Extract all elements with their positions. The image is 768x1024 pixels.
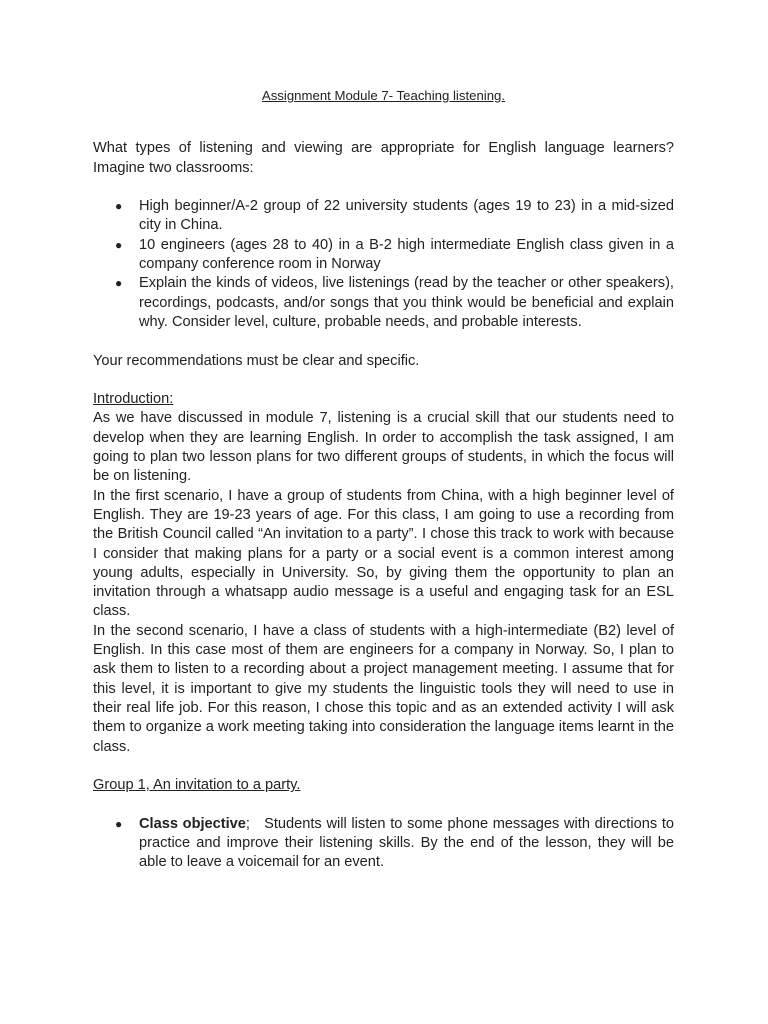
list-item-text: High beginner/A-2 group of 22 university students (ages 19 to 23) in a mid-sized city in China. xyxy=(139,198,674,234)
question-paragraph: What types of listening and viewing are appropriate for English language learners? Imagine two classrooms: xyxy=(93,140,674,176)
spacer xyxy=(93,371,674,390)
spacer xyxy=(93,757,674,776)
group1-heading: Group 1, An invitation to a party. xyxy=(93,777,301,794)
list-item xyxy=(93,274,674,332)
objective-label: Class objective xyxy=(139,815,246,832)
list-item xyxy=(93,815,674,873)
list-item-text: Explain the kinds of videos, live listenings (read by the teacher or other speakers), recordings, podcasts, and/or songs that you think would be beneficial and explain why. Consider level, culture, probable needs, and probable interests. xyxy=(139,275,674,330)
objective-text: Students will listen to some phone messages with directions to practice and improve their listening skills. By the end of the lesson, they will be able to leave a voicemail for an event. xyxy=(139,815,674,871)
spacer xyxy=(93,332,674,351)
document-title: Assignment Module 7- Teaching listening. xyxy=(261,88,506,103)
second-scenario-paragraph: In the second scenario, I have a class of students with a high-intermediate (B2) level of English. In this case most of them are engineers for a company in Norway. So, I plan to ask them to listen to a recording about a project management meeting. I assume that for this level, it is important to give my students the linguistic tools they will need to use in their real life job. For this reason, I chose this topic and as an extended activity I will ask them to organize a work meeting taking into consideration the language items learnt in the class. xyxy=(93,622,674,755)
bullet-icon: ● xyxy=(115,237,123,252)
bullet-icon: ● xyxy=(115,199,123,214)
objective-separator: ; xyxy=(245,815,250,832)
scenario-list xyxy=(93,197,674,332)
first-scenario-paragraph: In the first scenario, I have a group of students from China, with a high beginner level of English. They are 19-23 years of age. For this class, I am going to use a recording from the British Council called “An invitation to a party”. I chose this track to work with because I consider that making plans for a party or a social event is a common interest among young adults, especially in University. So, by giving them the opportunity to plan an invitation through a whatsapp audio message is a useful and engaging task for an ESL class. xyxy=(93,487,674,620)
list-item xyxy=(93,236,674,275)
objective-list xyxy=(93,815,674,873)
recommendation-paragraph: Your recommendations must be clear and specific. xyxy=(93,352,420,369)
spacer xyxy=(93,795,674,814)
bullet-icon: ● xyxy=(115,276,123,291)
document-page xyxy=(93,86,674,873)
introduction-heading: Introduction: xyxy=(93,391,174,408)
list-item xyxy=(93,197,674,236)
spacer xyxy=(93,178,674,197)
bullet-icon: ● xyxy=(115,816,123,831)
list-item-text: 10 engineers (ages 28 to 40) in a B-2 high intermediate English class given in a company conference room in Norway xyxy=(139,236,674,273)
introduction-paragraph: As we have discussed in module 7, listening is a crucial skill that our students need to develop when they are learning English. In order to accomplish the task assigned, I am going to plan two lesson plans for two different groups of students, in which the focus will be on listening. xyxy=(93,410,674,485)
